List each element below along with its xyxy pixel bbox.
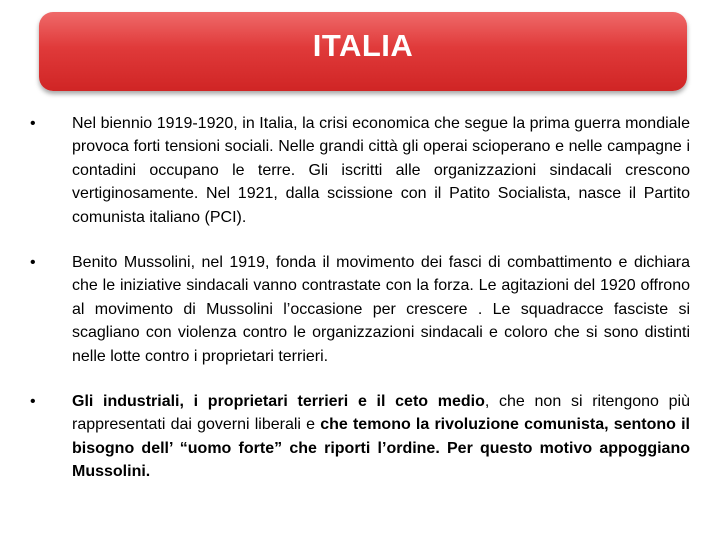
- bullet-text-1: [72, 112, 690, 229]
- bullet-text-3: [72, 390, 690, 484]
- bullet-item-3: [30, 390, 690, 484]
- bullet-1-run-1: Nel biennio 1919-1920, in Italia, la crisi economica che segue la prima guerra mondiale provoca forti tensioni sociali. Nelle grandi città gli operai scioperano e nelle campagne i contadini occupano le terre. Gli iscritti alle organizzazioni sindacali crescono vertiginosamente. Nel 1921, dalla scissione con il Patito Socialista, nasce il Partito comunista italiano (PCI).: [72, 115, 690, 226]
- title-bar: [39, 12, 687, 91]
- bullet-2-run-1: Benito Mussolini, nel 1919, fonda il movimento dei fasci di combattimento e dichiara che le iniziative sindacali vanno contrastate con la forza. Le agitazioni del 1920 offrono al movimento di Mussolini l’occasione per crescere . Le squadracce fasciste si scagliano con violenza contro le organizzazioni sindacali e coloro che si sono distinti nelle lotte contro i proprietari terrieri.: [72, 254, 690, 365]
- bullet-item-2: [30, 251, 690, 368]
- bullet-dot: •: [30, 115, 36, 132]
- bullet-item-1: [30, 112, 690, 229]
- bullet-text-2: [72, 251, 690, 368]
- bullet-dot: •: [30, 254, 36, 272]
- slide-content: [30, 112, 690, 506]
- bullet-dot: •: [30, 393, 36, 411]
- bullet-3-run-1: Gli industriali, i proprietari terrieri e il ceto medio: [72, 393, 485, 411]
- bullet-3-run-3: che temono la rivoluzione comunista, sentono il bisogno dell’ “uomo forte” che riporti l’ordine. Per questo motivo appoggiano Mussolini.: [72, 416, 690, 481]
- slide-title: ITALIA: [312, 28, 414, 63]
- bullet-3-run-2: , che non si ritengono più rappresentati dai governi liberali e: [72, 393, 690, 434]
